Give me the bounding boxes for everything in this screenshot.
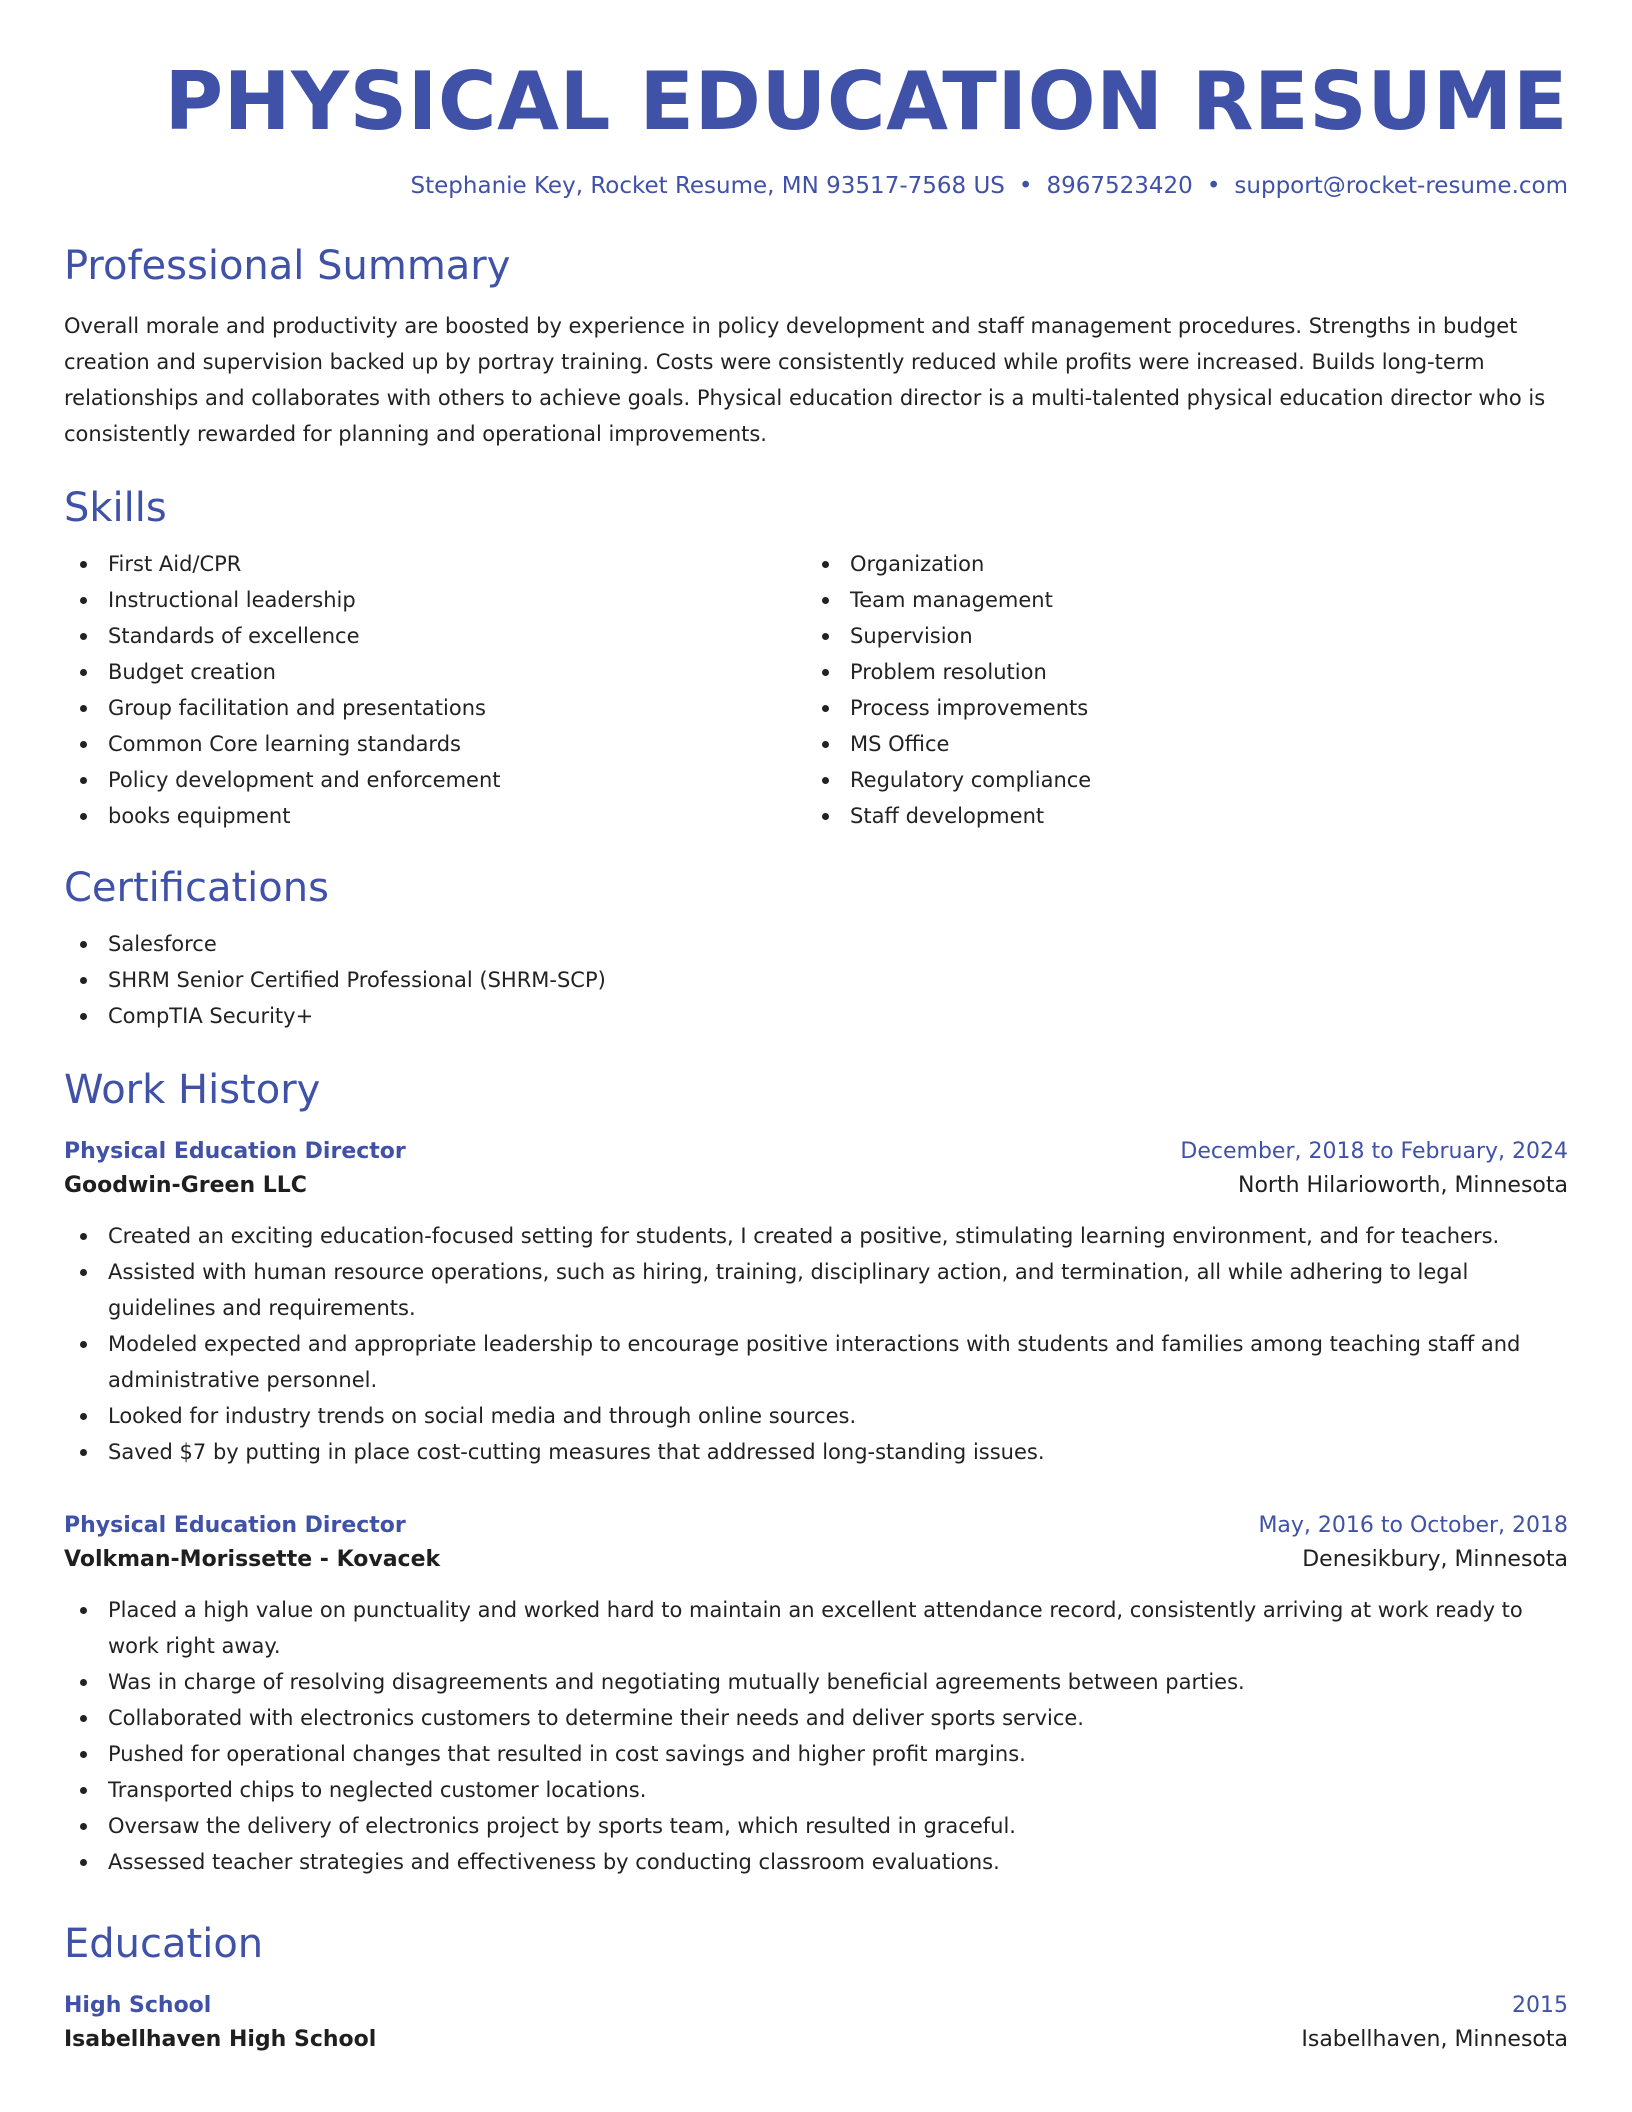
- job-header: [64, 1510, 1568, 1542]
- job-bullets: [64, 1218, 1568, 1470]
- skill-item: MS Office: [806, 726, 1548, 762]
- skill-item: Process improvements: [806, 690, 1548, 726]
- certifications-list: [64, 926, 1568, 1034]
- resume-title: PHYSICAL EDUCATION RESUME: [164, 55, 1568, 148]
- education-degree: High School: [64, 1993, 212, 2018]
- skill-item: Problem resolution: [806, 654, 1548, 690]
- job-dates: May, 2016 to October, 2018: [1258, 1513, 1568, 1538]
- job-bullet: Transported chips to neglected customer locations.: [64, 1772, 1568, 1808]
- job-entry: [64, 1510, 1568, 1880]
- job-bullet: Placed a high value on punctuality and worked hard to maintain an excellent attendance record, consistently arriving at work ready to work right away.: [64, 1592, 1568, 1664]
- contact-line: [64, 170, 1568, 202]
- education-location: Isabellhaven, Minnesota: [1301, 2027, 1568, 2052]
- contact-separator: •: [1206, 173, 1221, 199]
- job-entry: [64, 1136, 1568, 1470]
- job-company: Goodwin-Green LLC: [64, 1173, 307, 1198]
- job-location: North Hilarioworth, Minnesota: [1238, 1173, 1568, 1198]
- skill-item: Supervision: [806, 618, 1548, 654]
- certification-item: Salesforce: [64, 926, 1568, 962]
- certifications-heading: Certifications: [64, 865, 329, 911]
- job-bullets: [64, 1592, 1568, 1880]
- skill-item: Policy development and enforcement: [64, 762, 806, 798]
- job-company: Volkman-Morissette - Kovacek: [64, 1547, 441, 1572]
- job-bullet: Modeled expected and appropriate leadership to encourage positive interactions with students and families among teaching staff and administrative personnel.: [64, 1326, 1568, 1398]
- summary-text: Overall morale and productivity are boosted by experience in policy development and staff management procedures. Strengths in budget creation and supervision backed up by portray training. Costs were consistently reduced while profits were increased. Builds long-term relationships and collaborates with others to achieve goals. Physical education director is a multi-talented physical education director who is consistently rewarded for planning and operational improvements.: [64, 314, 1546, 446]
- contact-phone: 8967523420: [1046, 173, 1193, 199]
- education-year: 2015: [1512, 1993, 1568, 2018]
- education-school: Isabellhaven High School: [64, 2027, 377, 2052]
- skill-item: Standards of excellence: [64, 618, 806, 654]
- contact-email[interactable]: support@rocket-resume.com: [1234, 173, 1568, 199]
- skill-item: Team management: [806, 582, 1548, 618]
- job-bullet: Saved $7 by putting in place cost-cutting measures that addressed long-standing issues.: [64, 1434, 1568, 1470]
- job-bullet: Pushed for operational changes that resulted in cost savings and higher profit margins.: [64, 1736, 1568, 1772]
- job-subheader: [64, 1168, 1568, 1204]
- skill-item: Common Core learning standards: [64, 726, 806, 762]
- skill-item: Organization: [806, 546, 1548, 582]
- skill-item: books equipment: [64, 798, 806, 834]
- skills-grid: [64, 546, 1568, 834]
- job-bullet: Oversaw the delivery of electronics project by sports team, which resulted in graceful.: [64, 1808, 1568, 1844]
- skills-list-left: [64, 546, 806, 834]
- education-entry: [64, 1990, 1568, 2058]
- job-title: Physical Education Director: [64, 1139, 406, 1164]
- education-header: [64, 1990, 1568, 2022]
- education-heading: Education: [64, 1921, 264, 1967]
- skill-item: Regulatory compliance: [806, 762, 1548, 798]
- job-bullet: Assessed teacher strategies and effectiveness by conducting classroom evaluations.: [64, 1844, 1568, 1880]
- skill-item: Instructional leadership: [64, 582, 806, 618]
- job-dates: December, 2018 to February, 2024: [1180, 1139, 1568, 1164]
- job-bullet: Created an exciting education-focused setting for students, I created a positive, stimulating learning environment, and for teachers.: [64, 1218, 1568, 1254]
- job-subheader: [64, 1542, 1568, 1578]
- skill-item: Group facilitation and presentations: [64, 690, 806, 726]
- job-location: Denesikbury, Minnesota: [1302, 1547, 1568, 1572]
- job-header: [64, 1136, 1568, 1168]
- work-history-heading: Work History: [64, 1067, 321, 1113]
- certification-item: SHRM Senior Certified Professional (SHRM-SCP): [64, 962, 1568, 998]
- contact-separator: •: [1018, 173, 1033, 199]
- job-bullet: Assisted with human resource operations, such as hiring, training, disciplinary action, and termination, all while adhering to legal guidelines and requirements.: [64, 1254, 1568, 1326]
- certification-item: CompTIA Security+: [64, 998, 1568, 1034]
- skills-list-right: [806, 546, 1548, 834]
- skill-item: Staff development: [806, 798, 1548, 834]
- contact-address: Stephanie Key, Rocket Resume, MN 93517-7568 US: [410, 173, 1005, 199]
- summary-heading: Professional Summary: [64, 243, 511, 289]
- skill-item: First Aid/CPR: [64, 546, 806, 582]
- job-title: Physical Education Director: [64, 1513, 406, 1538]
- education-subheader: [64, 2022, 1568, 2058]
- job-bullet: Looked for industry trends on social media and through online sources.: [64, 1398, 1568, 1434]
- skills-heading: Skills: [64, 485, 167, 531]
- skill-item: Budget creation: [64, 654, 806, 690]
- job-bullet: Was in charge of resolving disagreements and negotiating mutually beneficial agreements between parties.: [64, 1664, 1568, 1700]
- resume-page: [64, 0, 1568, 2058]
- job-bullet: Collaborated with electronics customers to determine their needs and deliver sports service.: [64, 1700, 1568, 1736]
